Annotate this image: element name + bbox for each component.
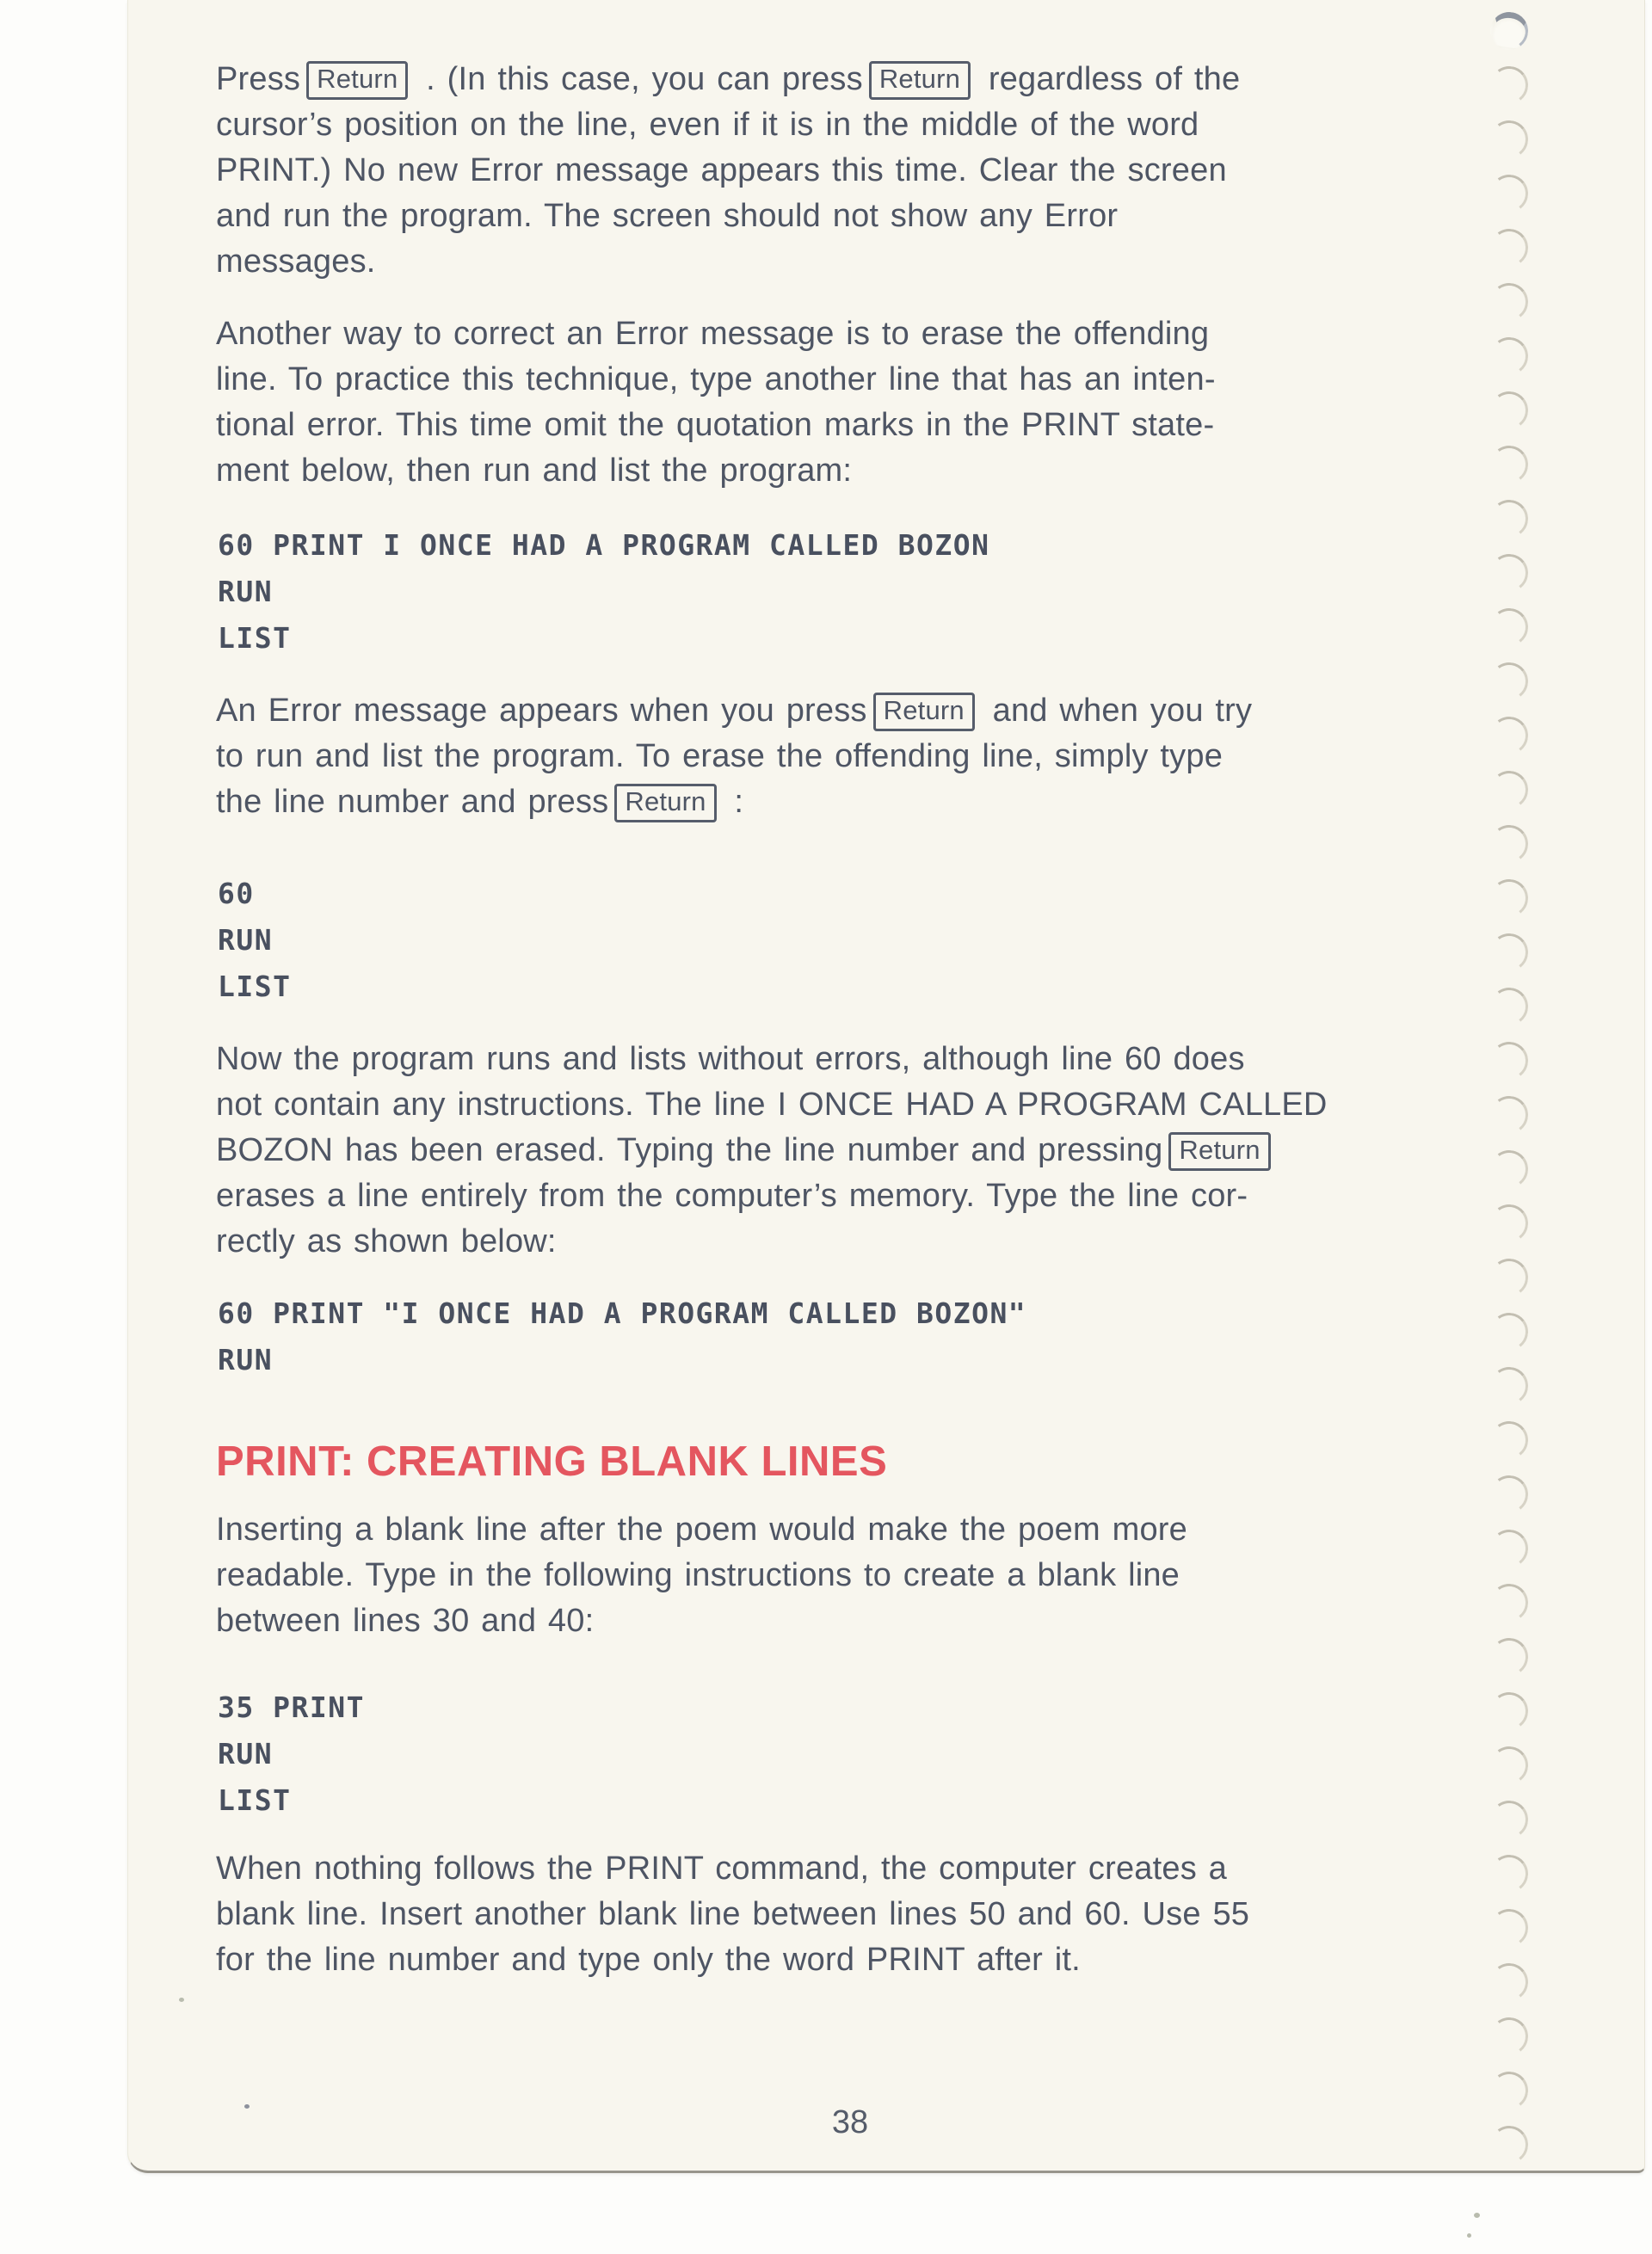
punch-hole-mark xyxy=(1488,1527,1531,1570)
punch-hole-mark xyxy=(1488,1690,1531,1733)
text-run: messages. xyxy=(216,243,376,280)
text-run: regardless of the xyxy=(977,61,1241,97)
punch-hole-mark xyxy=(1488,497,1531,540)
text-line xyxy=(216,1892,1369,1937)
code-block-35-print xyxy=(218,1684,365,1824)
return-key-cap: Return xyxy=(1168,1132,1270,1171)
text-line xyxy=(216,357,1369,403)
punch-hole-mark xyxy=(1488,1310,1531,1353)
code-line: RUN xyxy=(218,1737,274,1771)
punch-hole-mark xyxy=(1488,985,1531,1028)
text-line xyxy=(216,1173,1369,1219)
ink-speck xyxy=(1474,2213,1480,2218)
text-run: ment below, then run and list the program: xyxy=(216,453,853,489)
punch-hole-mark xyxy=(1488,1852,1531,1895)
code-line: 60 PRINT I ONCE HAD A PROGRAM CALLED BOZON xyxy=(218,528,990,562)
text-run: tional error. This time omit the quotation marks in the PRINT state- xyxy=(216,407,1215,443)
punch-hole-mark xyxy=(1488,172,1531,215)
text-run: BOZON has been erased. Typing the line number and pressing xyxy=(216,1132,1163,1168)
text-line xyxy=(216,1507,1369,1553)
text-run: When nothing follows the PRINT command, the computer creates a xyxy=(216,1851,1228,1887)
code-line: LIST xyxy=(218,970,292,1003)
return-key-cap: Return xyxy=(306,61,408,100)
text-line xyxy=(216,311,1369,357)
text-line xyxy=(216,403,1369,448)
text-run: Another way to correct an Error message is to erase the offending xyxy=(216,316,1210,352)
return-key-cap: Return xyxy=(873,693,975,731)
text-run: to run and list the program. To erase the offending line, simply type xyxy=(216,738,1224,774)
text-run: cursor’s position on the line, even if it is in the middle of the word xyxy=(216,107,1199,143)
text-run: rectly as shown below: xyxy=(216,1223,557,1259)
text-line xyxy=(216,1846,1369,1892)
text-run: Press xyxy=(216,61,301,97)
punch-hole-mark xyxy=(1488,118,1531,161)
code-line: 60 xyxy=(218,877,255,910)
punch-hole-mark xyxy=(1488,1202,1531,1245)
punch-hole-mark xyxy=(1488,931,1531,974)
text-run: . (In this case, you can press xyxy=(414,61,863,97)
paragraph-another-way xyxy=(216,311,1369,494)
text-line xyxy=(216,148,1369,194)
code-line: 60 PRINT "I ONCE HAD A PROGRAM CALLED BOZON" xyxy=(218,1296,1027,1330)
text-line xyxy=(216,1219,1369,1265)
punch-hole-mark xyxy=(1488,768,1531,811)
punch-hole-mark xyxy=(1488,280,1531,323)
text-run: for the line number and type only the word PRINT after it. xyxy=(216,1942,1081,1978)
text-line xyxy=(216,57,1369,102)
text-run: An Error message appears when you press xyxy=(216,693,867,729)
punch-hole-mark xyxy=(1488,1256,1531,1299)
punch-hole-mark xyxy=(1488,822,1531,865)
code-line: 35 PRINT xyxy=(218,1690,365,1724)
punch-hole-mark xyxy=(1488,1906,1531,1949)
punch-hole-mark xyxy=(1488,389,1531,432)
text-run: line. To practice this technique, type another line that has an inten- xyxy=(216,361,1216,397)
punch-hole-mark xyxy=(1488,1148,1531,1191)
punch-hole-mark xyxy=(1488,9,1531,52)
text-run: the line number and press xyxy=(216,784,609,820)
punch-hole-mark xyxy=(1488,1093,1531,1136)
ink-speck xyxy=(1467,2233,1471,2238)
ink-speck xyxy=(244,2104,250,2109)
scanned-page xyxy=(127,0,1645,2173)
text-line xyxy=(216,239,1369,285)
code-block-corrected-line xyxy=(218,1290,1026,1383)
code-line: LIST xyxy=(218,621,292,655)
text-line xyxy=(216,448,1369,494)
code-line: RUN xyxy=(218,575,274,608)
code-line: RUN xyxy=(218,923,274,957)
punch-hole-mark xyxy=(1488,1744,1531,1787)
section-heading: PRINT: CREATING BLANK LINES xyxy=(216,1438,888,1485)
punch-hole-mark xyxy=(1488,1798,1531,1841)
text-run: and run the program. The screen should not show any Error xyxy=(216,198,1119,234)
punch-hole-mark xyxy=(1488,877,1531,920)
punch-hole-mark xyxy=(1488,1635,1531,1678)
paragraph-error-appears xyxy=(216,688,1369,825)
text-line xyxy=(216,734,1369,779)
text-run: not contain any instructions. The line I ONCE HAD A PROGRAM CALLED xyxy=(216,1087,1328,1123)
code-line: LIST xyxy=(218,1783,292,1817)
punch-hole-mark xyxy=(1488,1039,1531,1082)
punch-hole-mark xyxy=(1488,1961,1531,2004)
punch-hole-mark xyxy=(1488,2069,1531,2112)
code-block-bozon-error xyxy=(218,522,989,662)
paragraph-inserting-blank xyxy=(216,1507,1369,1644)
punch-hole-mark xyxy=(1488,226,1531,269)
punch-hole-mark xyxy=(1488,606,1531,649)
page-number: 38 xyxy=(831,2104,869,2140)
punch-hole-mark xyxy=(1488,1419,1531,1462)
return-key-cap: Return xyxy=(869,61,971,100)
binding-holes xyxy=(1490,12,1532,2180)
paragraph-press-return xyxy=(216,57,1369,285)
code-line: RUN xyxy=(218,1343,274,1376)
text-line xyxy=(216,1598,1369,1644)
code-block-erase-line xyxy=(218,871,291,1010)
text-line xyxy=(216,1082,1369,1128)
text-run: PRINT.) No new Error message appears this time. Clear the screen xyxy=(216,152,1227,188)
text-line xyxy=(216,1937,1369,1983)
punch-hole-mark xyxy=(1488,1364,1531,1407)
punch-hole-mark xyxy=(1488,443,1531,486)
text-line xyxy=(216,779,1369,825)
punch-hole-mark xyxy=(1488,335,1531,378)
ink-speck xyxy=(179,1998,184,2002)
text-run: readable. Type in the following instructions to create a blank line xyxy=(216,1557,1180,1593)
punch-hole-mark xyxy=(1488,2123,1531,2166)
text-run: blank line. Insert another blank line between lines 50 and 60. Use 55 xyxy=(216,1896,1250,1932)
punch-hole-mark xyxy=(1488,714,1531,757)
text-run: : xyxy=(722,784,744,820)
return-key-cap: Return xyxy=(614,784,716,822)
text-line xyxy=(216,102,1369,148)
paragraph-when-nothing xyxy=(216,1846,1369,1983)
text-run: and when you try xyxy=(980,693,1253,729)
text-line xyxy=(216,1128,1369,1173)
text-run: erases a line entirely from the computer’s memory. Type the line cor- xyxy=(216,1178,1248,1214)
punch-hole-mark xyxy=(1488,551,1531,594)
punch-hole-mark xyxy=(1488,64,1531,107)
text-run: Now the program runs and lists without errors, although line 60 does xyxy=(216,1041,1245,1077)
text-line xyxy=(216,1037,1369,1082)
punch-hole-mark xyxy=(1488,2015,1531,2058)
text-line xyxy=(216,688,1369,734)
punch-hole-mark xyxy=(1488,1581,1531,1624)
text-line xyxy=(216,1553,1369,1598)
text-run: Inserting a blank line after the poem would make the poem more xyxy=(216,1512,1187,1548)
punch-hole-mark xyxy=(1488,660,1531,703)
text-line xyxy=(216,194,1369,239)
punch-hole-mark xyxy=(1488,1473,1531,1516)
text-run: between lines 30 and 40: xyxy=(216,1603,595,1639)
paragraph-program-runs xyxy=(216,1037,1369,1265)
